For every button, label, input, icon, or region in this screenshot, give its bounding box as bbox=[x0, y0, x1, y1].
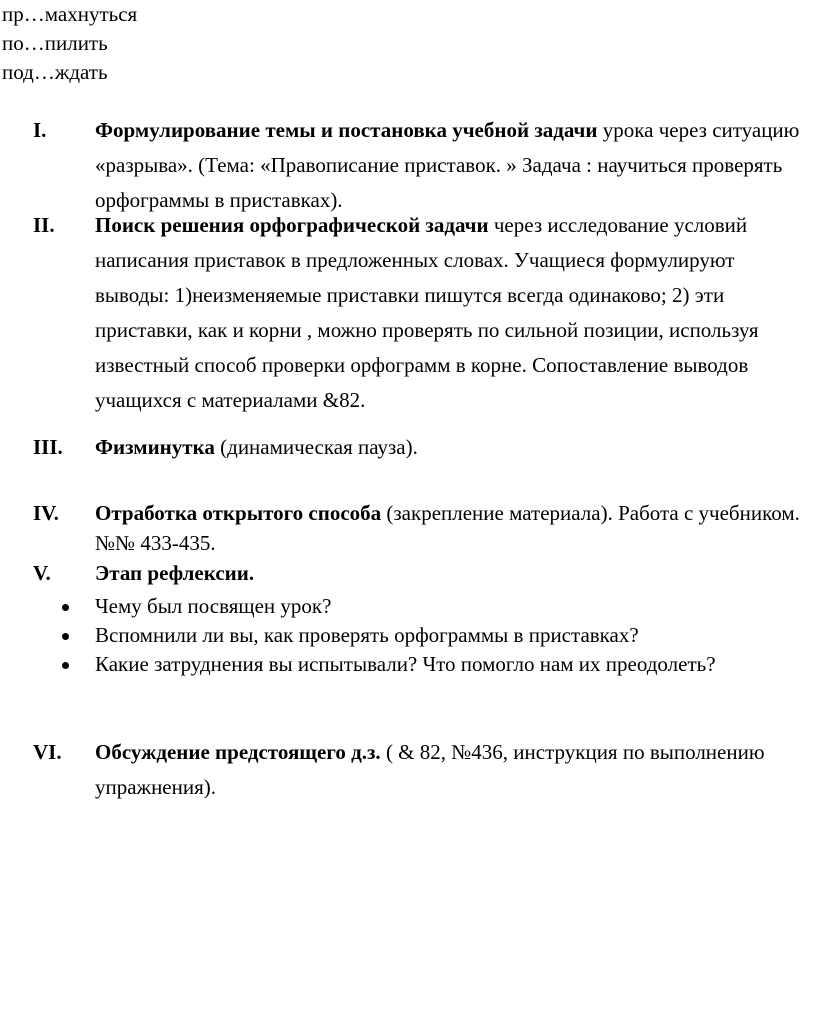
bullet-icon bbox=[62, 662, 69, 669]
section-heading: Поиск решения орфографической задачи bbox=[95, 213, 489, 237]
example-words bbox=[2, 0, 137, 87]
section-number: VI. bbox=[33, 740, 62, 764]
section-text bbox=[95, 558, 811, 588]
section-heading: Формулирование темы и постановка учебной задачи bbox=[95, 118, 598, 142]
list-item-text: Вспомнили ли вы, как проверять орфограммы в приставках? bbox=[95, 623, 639, 647]
list-item bbox=[60, 592, 800, 621]
section-3 bbox=[33, 430, 811, 465]
section-text bbox=[95, 113, 811, 218]
section-number: IV. bbox=[33, 501, 59, 525]
section-body: ( & 82, №436, инструкция по выполнению упражнения). bbox=[95, 740, 765, 799]
section-text bbox=[95, 208, 811, 418]
section-text bbox=[95, 735, 811, 805]
section-number: V. bbox=[33, 561, 51, 585]
list-item-text: Какие затруднения вы испытывали? Что помогло нам их преодолеть? bbox=[95, 652, 716, 676]
section-5 bbox=[33, 558, 811, 588]
section-body: (динамическая пауза). bbox=[214, 435, 418, 459]
section-body: урока через ситуацию «разрыва». (Тема: «Правописание приставок. » Задача : научиться проверять орфограммы в приставках). bbox=[95, 118, 800, 212]
reflection-questions bbox=[60, 592, 800, 679]
section-4 bbox=[33, 498, 811, 558]
section-text bbox=[95, 498, 811, 558]
word-line: пр…махнуться bbox=[2, 2, 138, 26]
section-heading: Обсуждение предстоящего д.з. bbox=[95, 740, 381, 764]
section-heading: Отработка открытого способа bbox=[95, 501, 382, 525]
section-body: через исследование условий написания приставок в предложенных словах. Учащиеся формулируют выводы: 1)неизменяемые приставки пишутся всегда одинаково; 2) эти приставки, как и корни , можно проверять по сильной позиции, используя известный способ проверки орфограмм в корне. Сопоставление выводов учащихся с материалами &82. bbox=[95, 213, 759, 412]
section-number: III. bbox=[33, 435, 63, 459]
section-number: II. bbox=[33, 213, 55, 237]
list-item bbox=[60, 650, 800, 679]
section-number: I. bbox=[33, 118, 47, 142]
word-line: под…ждать bbox=[2, 60, 108, 84]
bullet-icon bbox=[62, 604, 69, 611]
section-1 bbox=[33, 113, 811, 218]
section-6 bbox=[33, 735, 811, 805]
section-body: (закрепление материала). Работа с учебником. №№ 433-435. bbox=[95, 501, 800, 555]
word-line: по…пилить bbox=[2, 31, 108, 55]
section-heading: Физминутка bbox=[95, 435, 215, 459]
section-text bbox=[95, 430, 811, 465]
section-2 bbox=[33, 208, 811, 418]
bullet-icon bbox=[62, 633, 69, 640]
list-item bbox=[60, 621, 800, 650]
list-item-text: Чему был посвящен урок? bbox=[95, 594, 332, 618]
section-heading: Этап рефлексии. bbox=[95, 561, 255, 585]
